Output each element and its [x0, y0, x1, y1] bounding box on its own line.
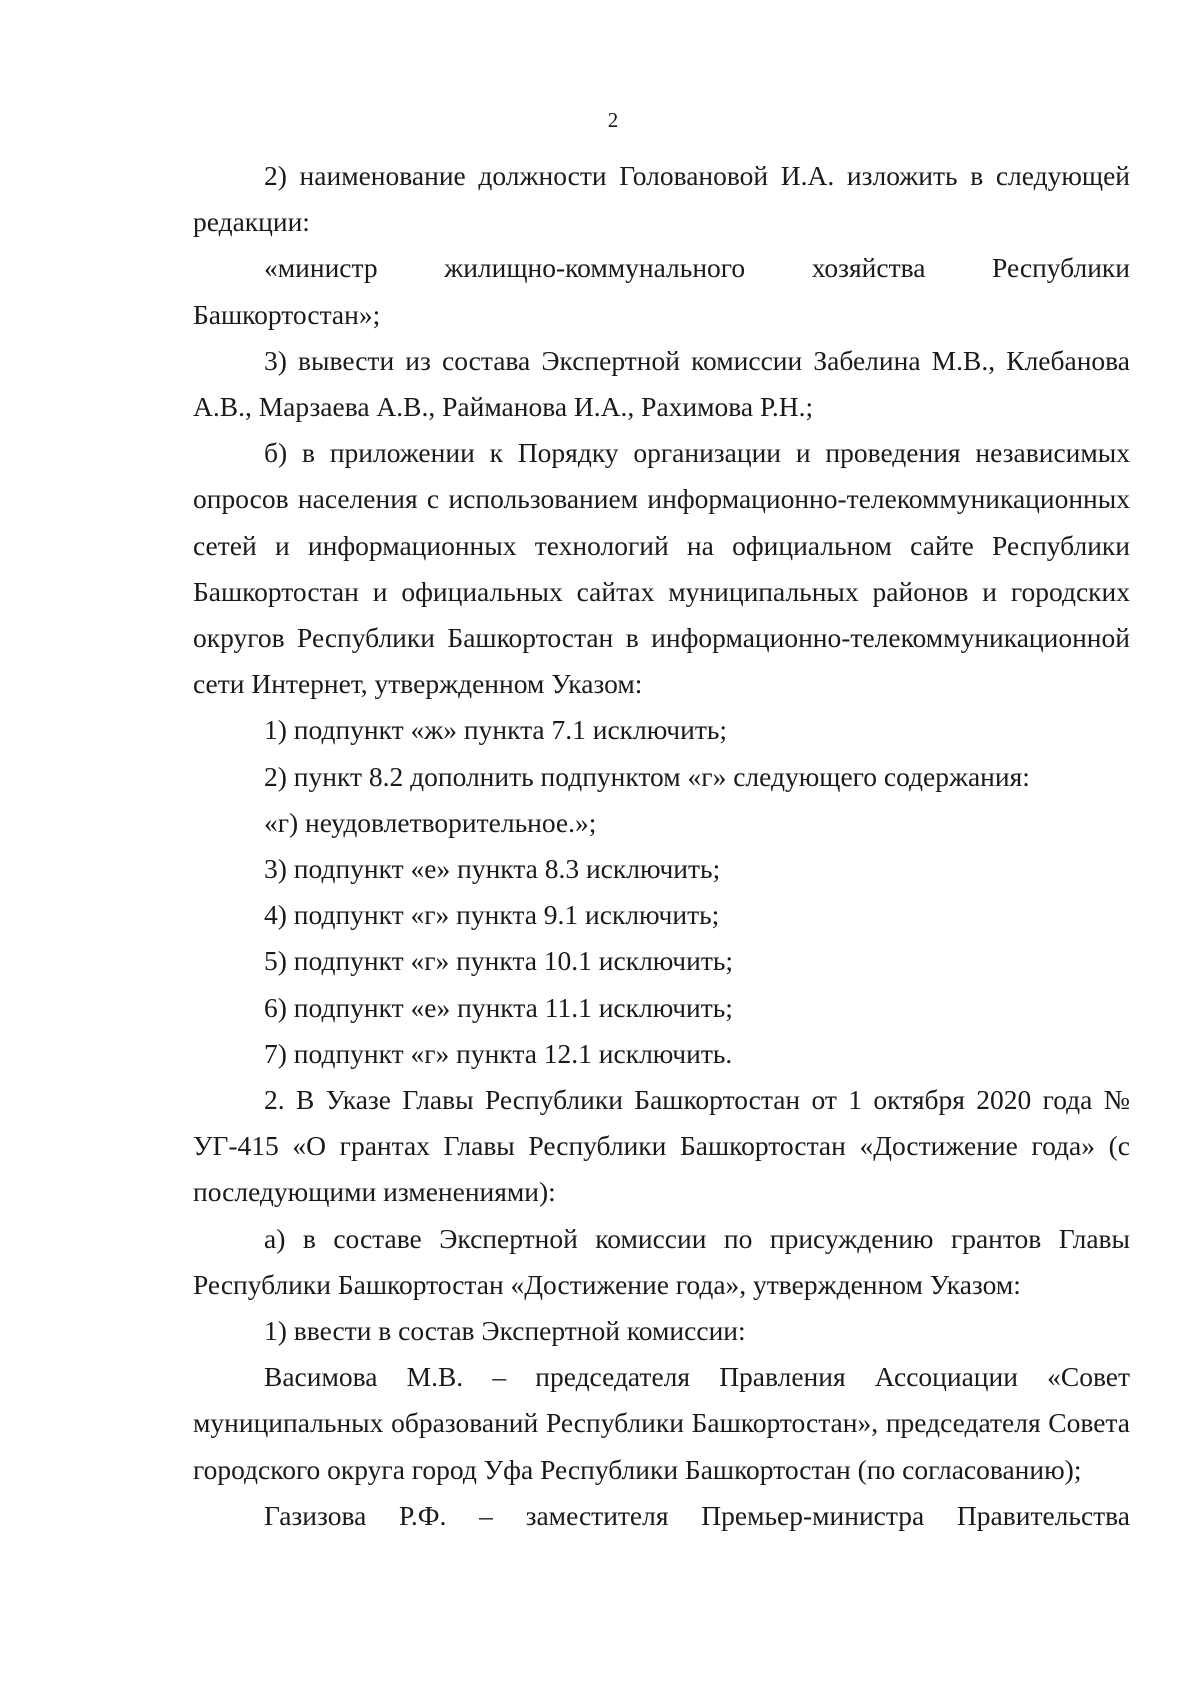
paragraph: 5) подпункт «г» пункта 10.1 исключить; [264, 945, 734, 977]
paragraph: 3) вывести из состава Экспертной комиссии Забелина М.В., Клебанова А.В., Марзаева А.В., Райманова И.А., Рахимова Р.Н.; [193, 344, 1130, 423]
page-number: 2 [607, 108, 619, 132]
paragraph: 1) ввести в состав Экспертной комиссии: [264, 1315, 746, 1347]
paragraph: «г) неудовлетворительное.»; [264, 806, 597, 838]
paragraph: б) в приложении к Порядку организации и проведения независимых опросов населения с использованием информационно-телекоммуникационных сетей и информационных технологий на официальном сайте Республики Башкортостан и официальных сайтах муниципальных районов и городских округов Республики Башкортостан в информационно-телекоммуникационной сети Интернет, утвержденном Указом: [193, 437, 1130, 700]
paragraph: 2) наименование должности Головановой И.А. изложить в следующей редакции: [193, 160, 1130, 238]
paragraph: 4) подпункт «г» пункта 9.1 исключить; [264, 899, 720, 931]
paragraph: 2) пункт 8.2 дополнить подпунктом «г» следующего содержания: [264, 760, 1030, 792]
paragraph: 7) подпункт «г» пункта 12.1 исключить. [264, 1037, 733, 1069]
paragraph: Газизова Р.Ф. – заместителя Премьер-министра Правительства [264, 1499, 1130, 1531]
document-body [193, 153, 1130, 1539]
paragraph: Васимова М.В. – председателя Правления Ассоциации «Совет муниципальных образований Республики Башкортостан», председателя Совета городского округа город Уфа Республики Башкортостан (по согласованию); [193, 1361, 1130, 1485]
paragraph: «министр жилищно-коммунального хозяйства Республики Башкортостан»; [193, 252, 1130, 330]
paragraph: 2. В Указе Главы Республики Башкортостан от 1 октября 2020 года № УГ-415 «О грантах Главы Республики Башкортостан «Достижение года» (с последующими изменениями): [193, 1084, 1130, 1208]
paragraph: 3) подпункт «е» пункта 8.3 исключить; [264, 853, 721, 885]
paragraph: 6) подпункт «е» пункта 11.1 исключить; [264, 991, 733, 1023]
paragraph: а) в составе Экспертной комиссии по присуждению грантов Главы Республики Башкортостан «Достижение года», утвержденном Указом: [193, 1222, 1130, 1300]
paragraph: 1) подпункт «ж» пункта 7.1 исключить; [264, 714, 728, 746]
